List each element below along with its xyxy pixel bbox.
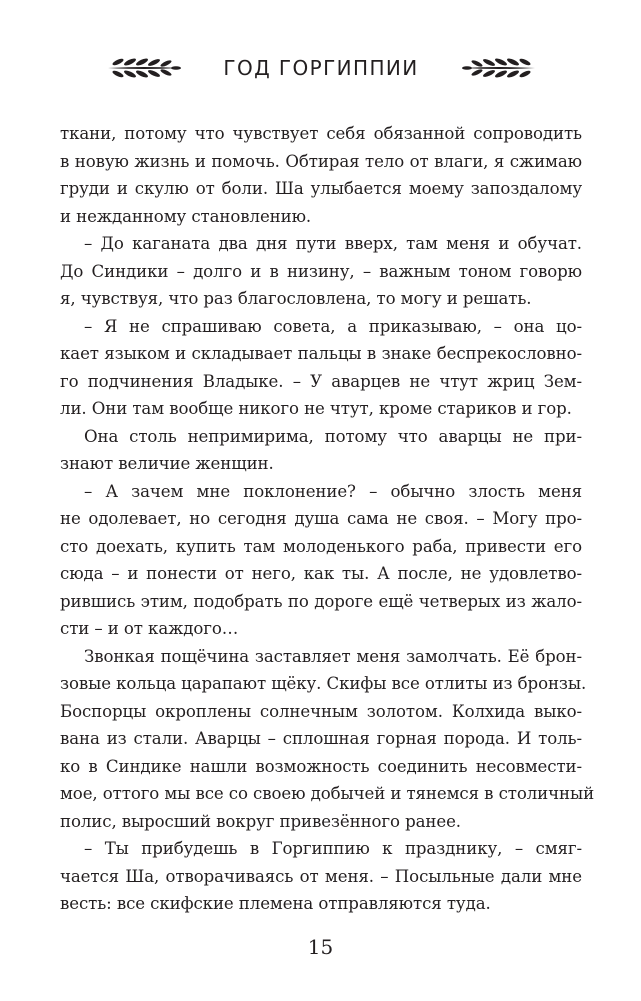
text-line: полис, выросший вокруг привезённого ранее.	[60, 811, 461, 831]
text-line: кает языком и складывает пальцы в знаке беспрекословно-	[60, 344, 582, 363]
text-line: весть: все скифские племена отправляются туда.	[60, 894, 491, 913]
text-line: и нежданному становлению.	[60, 206, 312, 226]
running-title: ГОД ГОРГИППИИ	[223, 56, 419, 80]
text-line: ли. Они там вообще никого не чтут, кроме стариков и гор.	[60, 399, 572, 418]
text-line: ко в Синдике нашли возможность соединить несовмести-	[60, 756, 582, 776]
text-line: сюда – и понести от него, как ты. А после, не удовлетво-	[60, 564, 582, 583]
text-line: – А зачем мне поклонение? – обычно злость меня	[84, 481, 582, 501]
text-line: Звонкая пощёчина заставляет меня замолчать. Её брон-	[84, 646, 582, 666]
text-line: мое, оттого мы все со своею добычей и тянемся в столичный	[60, 784, 595, 803]
text-line: не одолевает, но сегодня душа сама не своя. – Могу про-	[60, 509, 582, 528]
text-line: чается Ша, отворачиваясь от меня. – Посыльные дали мне	[60, 866, 582, 886]
laurel-branch-right-icon	[461, 56, 539, 80]
text-line: – До каганата два дня пути вверх, там меня и обучат.	[84, 234, 582, 253]
text-line: зовые кольца царапают щёку. Скифы все отлиты из бронзы.	[60, 674, 587, 693]
body-text	[60, 120, 595, 918]
text-line: Она столь непримирима, потому что аварцы не при-	[84, 426, 582, 446]
text-line: знают величие женщин.	[60, 454, 274, 473]
text-line: в новую жизнь и помочь. Обтирая тело от влаги, я сжимаю	[60, 151, 582, 171]
text-line: сто доехать, купить там молоденького раба, привести его	[60, 536, 582, 556]
text-line: груди и скулю от боли. Ша улыбается моему запоздалому	[60, 179, 582, 198]
text-line: ткани, потому что чувствует себя обязанной сопроводить	[60, 124, 582, 143]
running-header	[0, 52, 641, 88]
text-line: Боспорцы окроплены солнечным золотом. Колхида выко-	[60, 701, 582, 721]
text-line: я, чувствуя, что раз благословлена, то могу и решать.	[60, 289, 532, 308]
text-line: рившись этим, подобрать по дороге ещё четверых из жало-	[60, 591, 582, 611]
text-line: вана из стали. Аварцы – сплошная горная порода. И толь-	[60, 729, 582, 748]
text-line: го подчинения Владыке. – У аварцев не чтут жриц Зем-	[60, 371, 582, 391]
page-number: 15	[307, 935, 334, 959]
laurel-branch-left-icon	[104, 56, 182, 80]
text-line: – Я не спрашиваю совета, а приказываю, – она цо-	[84, 316, 582, 336]
text-line: До Синдики – долго и в низину, – важным тоном говорю	[60, 261, 582, 281]
text-line: – Ты прибудешь в Горгиппию к празднику, – смяг-	[84, 839, 582, 858]
text-line: сти – и от каждого…	[60, 619, 239, 638]
